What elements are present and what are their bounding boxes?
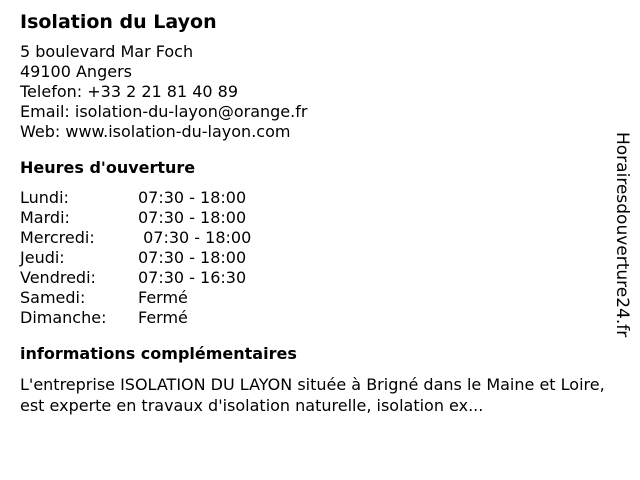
hours-day-label: Mardi: xyxy=(20,208,70,227)
hours-row-saturday xyxy=(20,288,610,308)
hours-row-tuesday xyxy=(20,208,610,228)
info-heading: informations complémentaires xyxy=(20,344,297,363)
hours-row-monday xyxy=(20,188,610,208)
hours-heading: Heures d'ouverture xyxy=(20,158,196,177)
hours-day-label: Jeudi: xyxy=(20,248,65,267)
address-city: 49100 Angers xyxy=(20,62,132,81)
hours-time-value: Fermé xyxy=(138,288,188,307)
hours-row-thursday xyxy=(20,248,610,268)
hours-time-value: 07:30 - 16:30 xyxy=(138,268,247,287)
phone-text: Telefon: +33 2 21 81 40 89 xyxy=(20,82,239,101)
address-street: 5 boulevard Mar Foch xyxy=(20,42,194,61)
hours-day-label: Vendredi: xyxy=(20,268,96,287)
business-name: Isolation du Layon xyxy=(20,11,217,33)
hours-table xyxy=(20,188,610,328)
hours-day-label: Lundi: xyxy=(20,188,69,207)
hours-day-label: Samedi: xyxy=(20,288,86,307)
email-text: Email: isolation-du-layon@orange.fr xyxy=(20,102,308,121)
hours-row-wednesday xyxy=(20,228,610,248)
hours-time-value: 07:30 - 18:00 xyxy=(138,208,247,227)
info-description: L'entreprise ISOLATION DU LAYON située à Brigné dans le Maine et Loire, est experte en travaux d'isolation naturelle, isolation ex... xyxy=(20,375,605,415)
hours-row-friday xyxy=(20,268,610,288)
hours-time-value: 07:30 - 18:00 xyxy=(138,248,247,267)
website-text: Web: www.isolation-du-layon.com xyxy=(20,122,291,141)
hours-day-label: Mercredi: xyxy=(20,228,95,247)
hours-time-value: Fermé xyxy=(138,308,188,327)
site-watermark: Horairesdouverture24.fr xyxy=(612,132,632,338)
hours-row-sunday xyxy=(20,308,610,328)
hours-time-value: 07:30 - 18:00 xyxy=(138,188,247,207)
hours-day-label: Dimanche: xyxy=(20,308,107,327)
business-card xyxy=(20,10,610,416)
hours-time-value: 07:30 - 18:00 xyxy=(138,228,252,247)
